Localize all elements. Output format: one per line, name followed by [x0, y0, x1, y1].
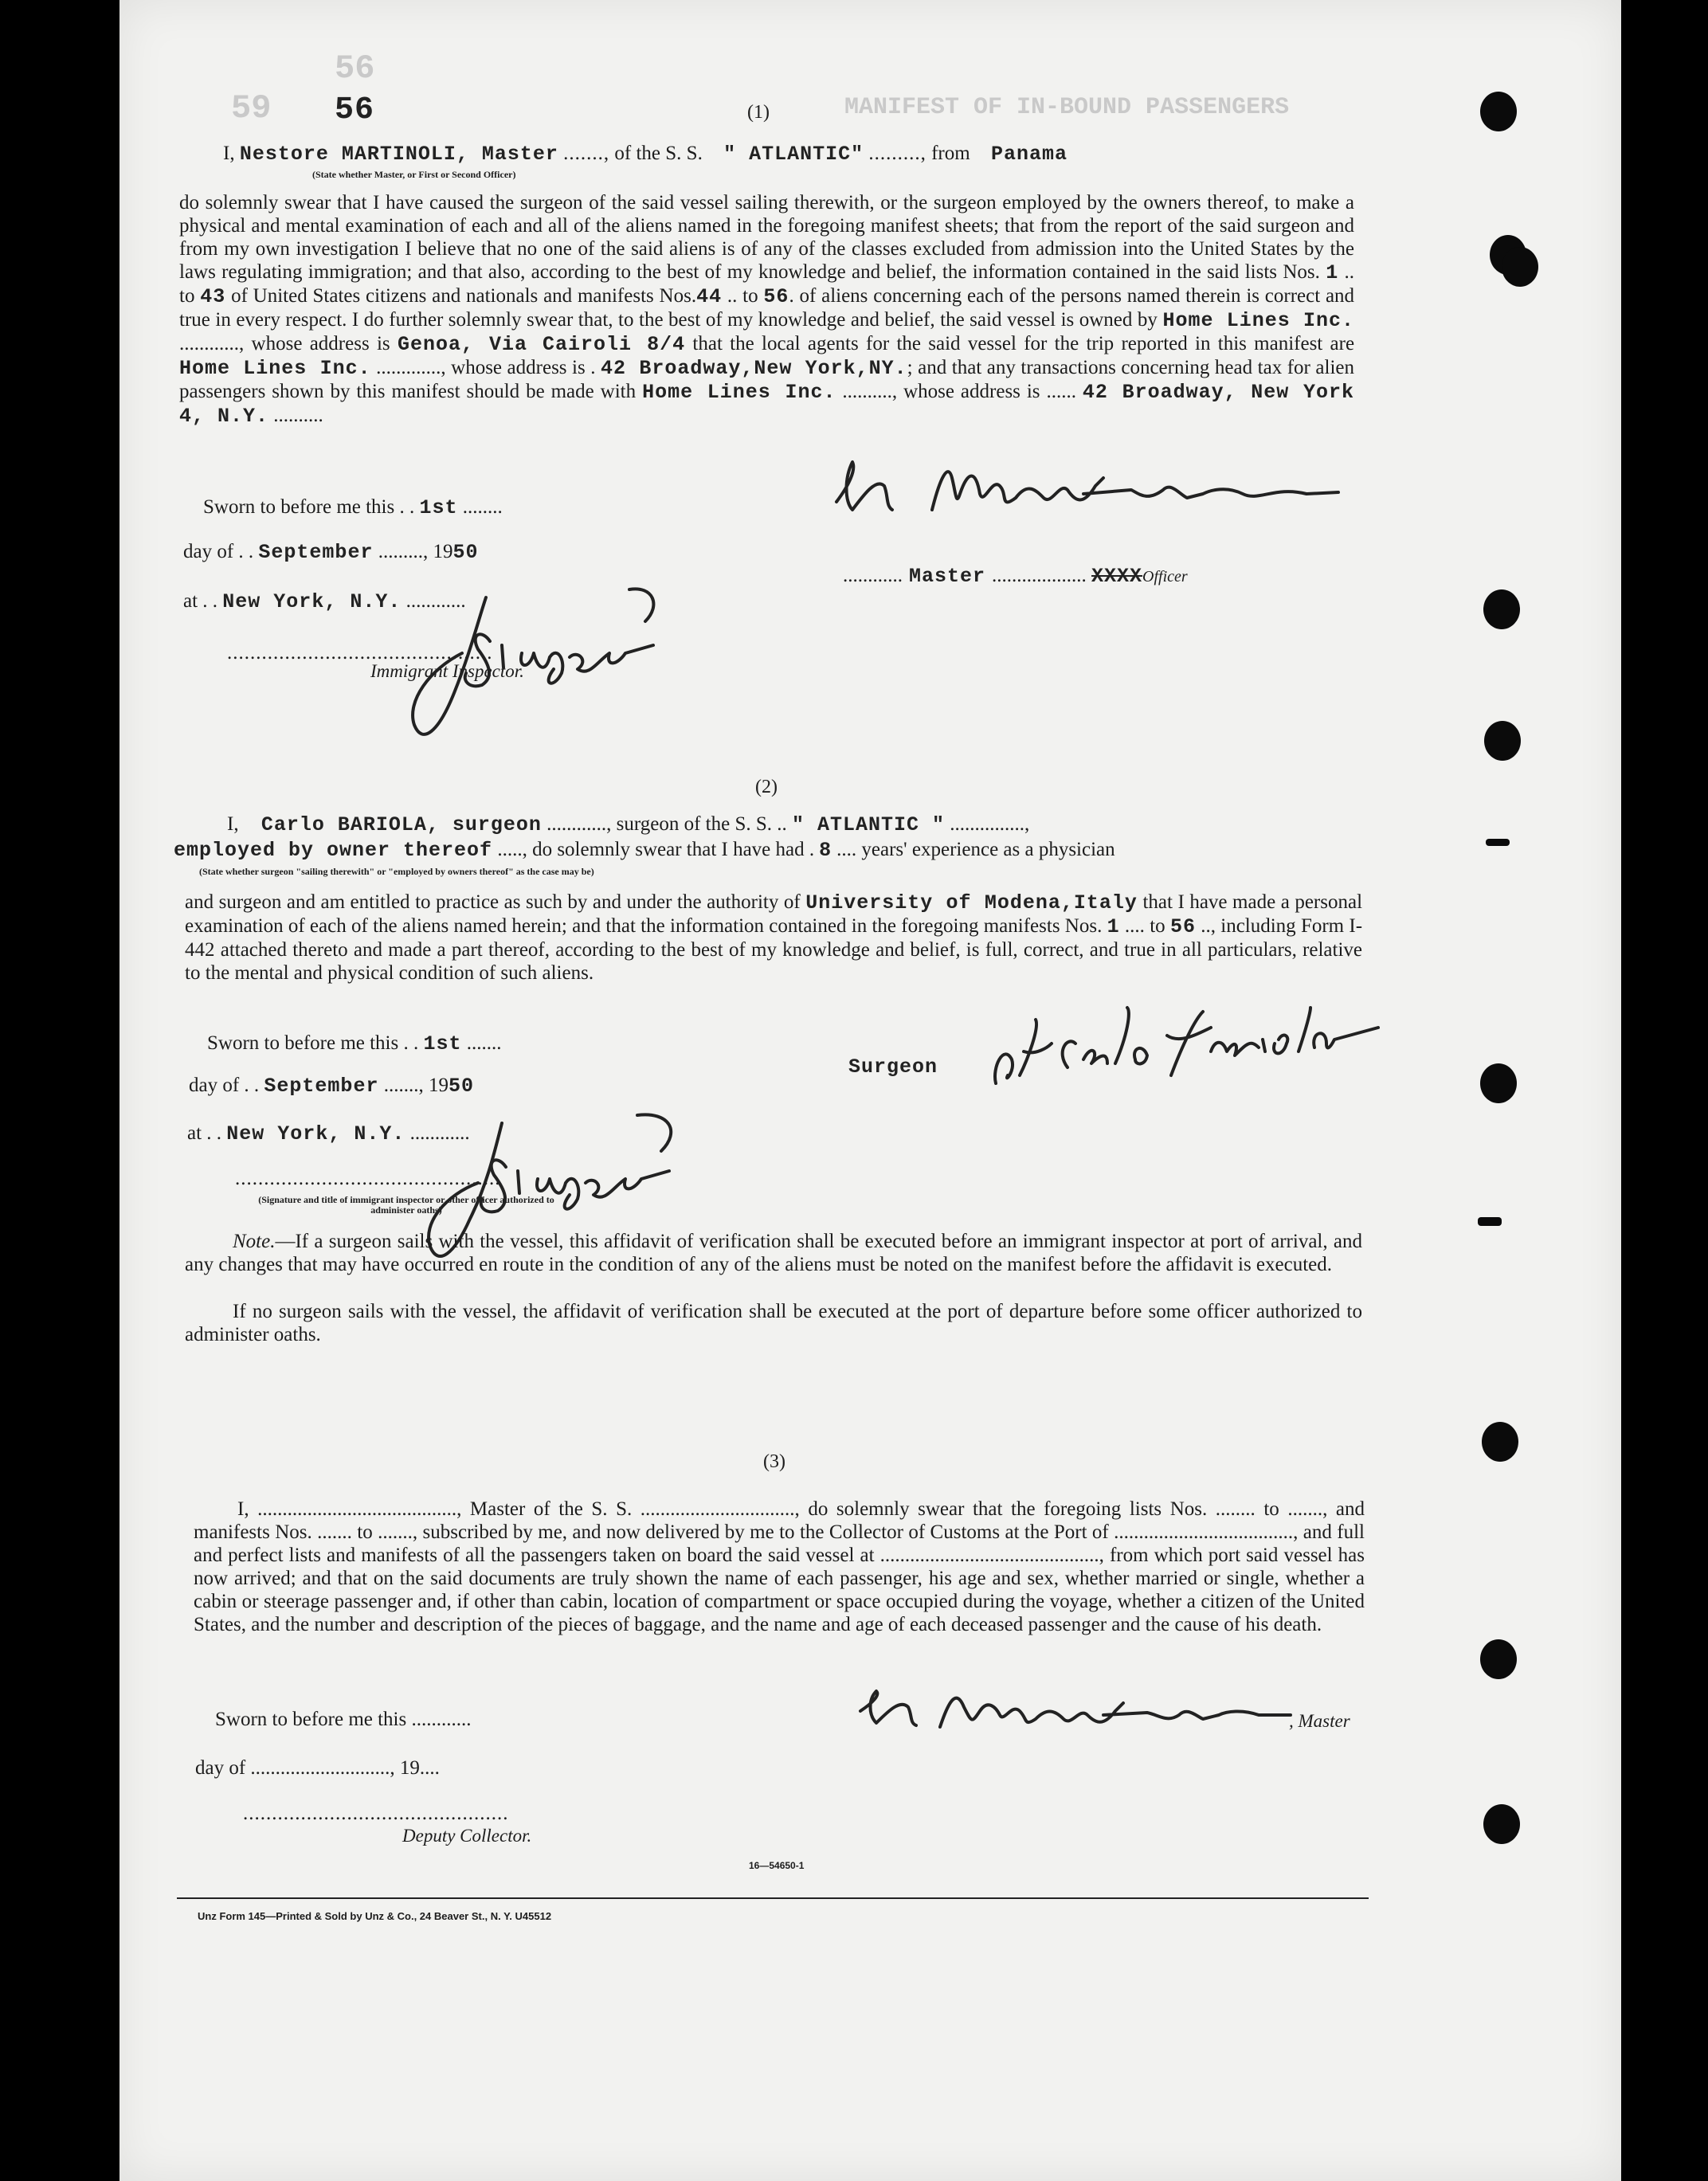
printer-imprint: Unz Form 145—Printed & Sold by Unz & Co., 24 Beaver St., N. Y. U45512 [198, 1910, 552, 1922]
employment-line: employed by owner thereof ....., do solemnly swear that I have had . 8 .... years' experience as a physician [174, 839, 1115, 862]
faint-page-number: 56 [335, 49, 375, 88]
agents-address: 42 Broadway,New York,NY. [601, 357, 907, 380]
sworn-line-3: Sworn to before me this ............ [215, 1709, 472, 1730]
date-line-1: day of . . September ........., 1950 [183, 541, 479, 564]
place-line-1: at . . New York, N.Y. ............ [183, 590, 466, 613]
sworn-line-1: Sworn to before me this . . 1st ........ [203, 496, 503, 519]
section-number-3: (3) [763, 1451, 785, 1472]
binder-mark [1486, 839, 1510, 846]
master-title-line: ............ Master ................... XXXXOfficer [843, 565, 1188, 588]
deputy-collector-caption: Deputy Collector. [402, 1826, 532, 1846]
inspector-caption: Immigrant Inspector. [370, 661, 524, 681]
surgeon-line: I, Carlo BARIOLA, surgeon ............, surgeon of the S. S. .. " ATLANTIC " ..............., [227, 813, 1030, 836]
inspector-signature-line-1: .............................................. [227, 642, 493, 664]
binder-mark [1478, 1217, 1502, 1226]
employment-caption: (State whether surgeon "sailing therewith" or "employed by owners thereof" as the case may be) [199, 866, 594, 877]
footer-rule [177, 1897, 1369, 1899]
inspector-signature [351, 574, 669, 757]
faint-page-number: 59 [231, 89, 272, 127]
master-name: Nestore MARTINOLI, Master [239, 143, 558, 166]
surgeon-label: Surgeon [848, 1055, 938, 1079]
date-line-3: day of ............................, 19.... [195, 1757, 440, 1779]
note-paragraph: Note.—If a surgeon sails with the vessel, this affidavit of verification shall be executed before an immigrant inspector at port of arrival, and any changes that may have occurred en route in the condition of any of the aliens must be noted on the manifest before the affidavit is executed. [185, 1231, 1362, 1275]
master-signature-3 [852, 1679, 1299, 1751]
note-paragraph-2: If no surgeon sails with the vessel, the affidavit of verification shall be executed at the port of departure before some officer authorized to administer oaths. [185, 1301, 1362, 1345]
punch-hole [1502, 247, 1538, 287]
section-number-1: (1) [747, 102, 770, 123]
punch-hole [1480, 1063, 1517, 1103]
agents-name: Home Lines Inc. [179, 357, 371, 380]
punch-hole [1480, 1639, 1517, 1679]
employment-status: employed by owner thereof [174, 839, 493, 862]
sworn-line-2: Sworn to before me this . . 1st ....... [207, 1032, 502, 1055]
master-signature [829, 446, 1386, 542]
oath-paragraph-3: I, ........................................, Master of the S. S. ..............................., do solemnly swear that the foregoing lists Nos. ........ to ......., and manifests Nos. ....... to ......., subscribed by me, and now delivered by me to the Collector of Customs at the Port of ...................................., and full and perfect lists and manifests of all the passengers taken on board the said vessel at ............................................, from which port said vessel has now arrived; and that on the said documents are truly shown the name of each passenger, his age and sex, whether married or single, whether a cabin or steerage passenger and, if other than cabin, location of compartment or space occupied during the voyage, whether a citizen of the United States, and the number and description of the pieces of baggage, and the name and age of each deceased passenger and the cause of his death. [194, 1498, 1365, 1635]
punch-hole [1483, 1804, 1520, 1844]
from-port: Panama [990, 143, 1068, 166]
inspector-caption-2: (Signature and title of immigrant inspector or other officer authorized to administer oaths) [258, 1194, 554, 1216]
head-tax-party: Home Lines Inc. [642, 381, 836, 404]
owner-name: Home Lines Inc. [1162, 309, 1354, 332]
punch-hole [1482, 1422, 1518, 1462]
ship-name: " ATLANTIC" [723, 143, 864, 166]
surgeon-signature [972, 996, 1386, 1107]
head-tax-address: 42 Broadway, New York 4, N.Y. [179, 381, 1354, 428]
form-code: 16—54650-1 [749, 1860, 805, 1871]
surgeon-name: Carlo BARIOLA, surgeon [261, 813, 542, 836]
struck-officer: XXXX [1091, 565, 1143, 588]
inspector-signature-line-2: .............................................. [235, 1168, 501, 1189]
deputy-signature-line: .............................................. [243, 1803, 509, 1824]
date-line-2: day of . . September ......., 1950 [189, 1075, 474, 1098]
punch-hole [1480, 92, 1517, 131]
master-caption: (State whether Master, or First or Second Officer) [312, 169, 516, 180]
punch-hole [1484, 721, 1521, 761]
signer-title: Master [909, 565, 986, 588]
faint-header-text: MANIFEST OF IN-BOUND PASSENGERS [844, 94, 1290, 121]
oath-paragraph-1: do solemnly swear that I have caused the surgeon of the said vessel sailing therewith, or the surgeon employed by the owners thereof, to make a physical and mental examination of each and all of the aliens named in the foregoing manifest sheets; that from the report of the said surgeon and from my own investigation I believe that no one of the said aliens is of any of the classes excluded from admission into the United States by the laws regulating immigration; and that also, according to the best of my knowledge and belief, the information contained in the said lists Nos. 1 .. to 43 of United States citizens and nationals and manifests Nos.44 .. to 56. of aliens concerning each of the persons named therein is correct and true in every respect. I do further solemnly swear that, to the best of my knowledge and belief, the said vessel is owned by Home Lines Inc. ............, whose address is Genoa, Via Cairoli 8/4 that the local agents for the said vessel for the trip reported in this manifest are Home Lines Inc. ............., whose address is . 42 Broadway,New York,NY.; and that any transactions concerning head tax for alien passengers shown by this manifest should be made with Home Lines Inc. .........., whose address is ...... 42 Broadway, New York 4, N.Y. .......... [179, 192, 1355, 428]
section-number-2: (2) [755, 777, 778, 797]
place-line-2: at . . New York, N.Y. ............ [187, 1122, 470, 1145]
oath-paragraph-2: and surgeon and am entitled to practice as such by and under the authority of University of Modena,Italy that I have made a personal examination of each of the aliens named herein; and that the information contained in the foregoing manifests Nos. 1 .... to 56 .., including Form I-442 attached thereto and made a part thereof, according to the best of my knowledge and belief, is full, correct, and true in all particulars, relative to the mental and physical condition of such aliens. [185, 891, 1363, 984]
license-authority: University of Modena,Italy [805, 891, 1138, 914]
master-line: I, Nestore MARTINOLI, Master ......., of the S. S. " ATLANTIC" ........., from Panama [223, 143, 1068, 166]
handwritten-page-number: 56 [335, 92, 375, 128]
owner-address: Genoa, Via Cairoli 8/4 [397, 333, 686, 356]
punch-hole [1483, 589, 1520, 629]
master-caption-3: , Master [1289, 1711, 1350, 1731]
ship-name-2: " ATLANTIC " [792, 813, 946, 836]
